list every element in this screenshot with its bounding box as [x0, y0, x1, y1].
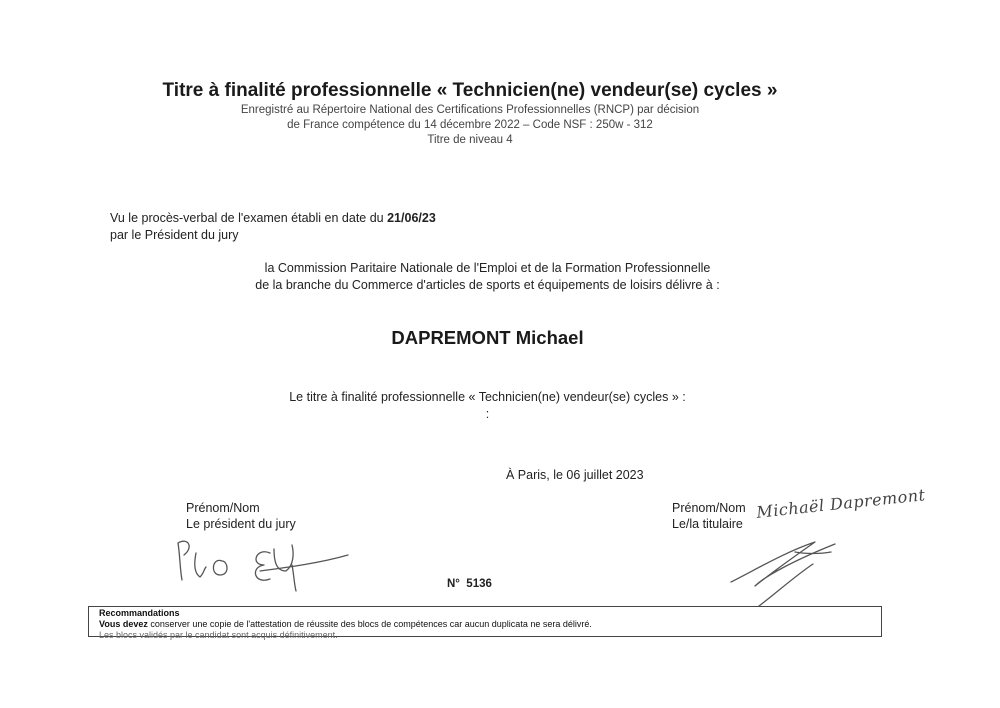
exam-prefix: Vu le procès-verbal de l'examen établi en date du	[110, 211, 384, 225]
commission-line-1: la Commission Paritaire Nationale de l'Emploi et de la Formation Professionnelle	[264, 261, 711, 275]
award-colon: :	[485, 407, 490, 421]
exam-date: 21/06/23	[387, 211, 436, 225]
holder-label-name: Prénom/Nom	[672, 501, 746, 515]
recommendations-line-1	[99, 619, 871, 630]
number-prefix: N°	[447, 578, 460, 590]
commission-line-2: de la branche du Commerce d'articles de sports et équipements de loisirs délivre à :	[255, 278, 720, 292]
exam-statement	[110, 211, 436, 225]
registration-line: Enregistré au Répertoire National des Certifications Professionnelles (RNCP) par décision	[240, 104, 700, 116]
recommendations-box	[88, 606, 882, 640]
exam-by: par le Président du jury	[110, 228, 239, 242]
holder-label-role: Le/la titulaire	[672, 517, 743, 531]
certificate-number	[447, 578, 492, 590]
president-signature	[170, 535, 355, 595]
award-line: Le titre à finalité professionnelle « Technicien(ne) vendeur(se) cycles » :	[289, 390, 686, 404]
recommendations-strong: Vous devez	[99, 619, 148, 629]
recipient-name: DAPREMONT Michael	[391, 327, 584, 348]
recommendations-text-1: conserver une copie de l'attestation de réussite des blocs de compétences car aucun duplicata ne sera délivré.	[150, 619, 592, 629]
level-line: Titre de niveau 4	[427, 134, 513, 146]
decision-line: de France compétence du 14 décembre 2022 – Code NSF : 250w - 312	[287, 119, 653, 131]
place-date: À Paris, le 06 juillet 2023	[506, 468, 644, 482]
president-label-role: Le président du jury	[186, 517, 296, 531]
holder-signature	[725, 530, 850, 610]
document-title: Titre à finalité professionnelle « Technicien(ne) vendeur(se) cycles »	[162, 80, 778, 101]
recommendations-line-2: Les blocs validés par le candidat sont acquis définitivement.	[99, 630, 338, 640]
holder-handwritten-name: Michaël Dapremont	[755, 485, 927, 522]
president-label-name: Prénom/Nom	[186, 501, 260, 515]
recommendations-title: Recommandations	[99, 608, 180, 618]
number-value: 5136	[466, 578, 492, 590]
